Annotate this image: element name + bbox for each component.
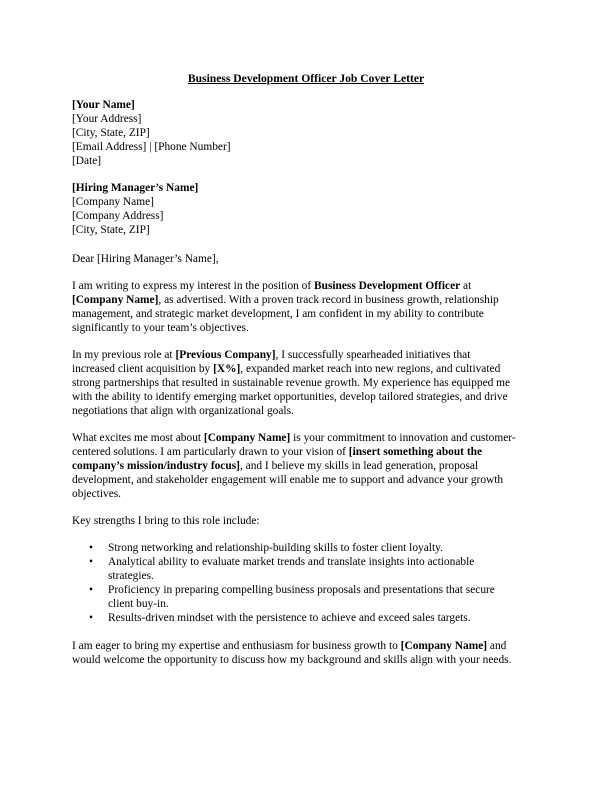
mission-placeholder: [insert something about the	[348, 445, 483, 458]
percent-placeholder: [X%]	[213, 362, 241, 375]
paragraph-line: significantly to your team’s objectives.	[72, 321, 249, 334]
strengths-intro	[72, 515, 547, 529]
paragraph-line	[72, 363, 547, 377]
bullet-icon: •	[89, 542, 93, 554]
recipient-block	[72, 182, 547, 238]
company-name-placeholder: [Company Name]	[203, 432, 291, 444]
bullet-icon: •	[89, 611, 93, 624]
recipient-city-state-zip: [City, State, ZIP]	[72, 223, 150, 236]
paragraph-closing	[72, 640, 547, 668]
paragraph-motivation	[72, 432, 547, 502]
strengths-intro-text: Key strengths I bring to this role include:	[72, 515, 260, 527]
strengths-list	[72, 542, 547, 625]
strengths-list-block	[72, 542, 547, 625]
paragraph-line	[72, 294, 547, 308]
bullet-icon: •	[89, 583, 93, 596]
list-item	[72, 584, 547, 612]
paragraph-line	[72, 432, 547, 446]
paragraph-line: development, and stakeholder engagement will enable me to support and advance your growth	[72, 473, 504, 486]
list-item-line: Analytical ability to evaluate market trends and translate insights into actionable	[108, 555, 475, 568]
sender-block	[72, 99, 547, 169]
list-item-line: Results-driven mindset with the persistence to achieve and exceed sales targets.	[108, 611, 471, 624]
text-run: I am writing to express my interest in the position of	[72, 280, 315, 292]
sender-address: [Your Address]	[72, 112, 142, 125]
text-run: increased client acquisition by	[72, 362, 214, 375]
paragraph-line	[72, 460, 547, 474]
text-run: is your commitment to innovation and customer-	[290, 432, 516, 444]
list-item-line: Proficiency in preparing compelling business proposals and presentations that secure	[108, 583, 495, 596]
list-item	[72, 612, 547, 626]
text-run: , as advertised. With a proven track record in business growth, relationship	[158, 293, 499, 306]
list-item	[72, 556, 547, 584]
text-run: , expanded market reach into new regions, and cultivated	[240, 362, 501, 375]
text-run: and	[487, 640, 507, 652]
paragraph-line	[72, 280, 547, 294]
text-run: centered solutions. I am particularly drawn to your vision of	[72, 445, 349, 458]
sender-name: [Your Name]	[72, 99, 135, 111]
sender-contact: [Email Address] | [Phone Number]	[72, 140, 231, 153]
recipient-company: [Company Name]	[72, 195, 154, 208]
paragraph-experience	[72, 349, 547, 419]
mission-placeholder: company’s mission/industry focus]	[72, 459, 240, 472]
list-item-line: Strong networking and relationship-building skills to foster client loyalty.	[108, 542, 443, 554]
previous-company-placeholder: [Previous Company]	[175, 349, 276, 361]
paragraph-line	[72, 446, 547, 460]
text-run: , I successfully spearheaded initiatives that	[275, 349, 471, 361]
paragraph-line	[72, 349, 547, 363]
salutation-text: Dear [Hiring Manager’s Name],	[72, 253, 219, 265]
list-item-line: client buy-in.	[108, 597, 169, 610]
salutation	[72, 253, 547, 267]
paragraph-line: management, and strategic market development, I am confident in my ability to contribute	[72, 307, 484, 320]
sender-date: [Date]	[72, 154, 102, 167]
list-item	[72, 542, 547, 556]
paragraph-line: strong partnerships that resulted in sustainable revenue growth. My experience has equipped me	[72, 376, 511, 389]
list-item-line: strategies.	[108, 569, 154, 582]
position-title: Business Development Officer	[314, 280, 461, 292]
text-run: I am eager to bring my expertise and enthusiasm for business growth to	[72, 640, 401, 652]
recipient-company-address: [Company Address]	[72, 209, 164, 222]
text-run: What excites me most about	[72, 432, 204, 444]
sender-city-state-zip: [City, State, ZIP]	[72, 126, 150, 139]
company-name-placeholder: [Company Name]	[72, 293, 159, 306]
text-run: , and I believe my skills in lead generation, proposal	[239, 459, 479, 472]
paragraph-line	[72, 640, 547, 654]
document-title: Business Development Officer Job Cover Letter	[187, 72, 425, 85]
text-run: at	[460, 280, 472, 292]
paragraph-line: negotiations that align with organizational goals.	[72, 404, 294, 417]
company-name-placeholder: [Company Name]	[400, 640, 488, 652]
text-run: In my previous role at	[72, 349, 176, 361]
bullet-icon: •	[89, 555, 93, 568]
paragraph-line: objectives.	[72, 487, 122, 500]
recipient-name: [Hiring Manager’s Name]	[72, 182, 199, 194]
paragraph-intro	[72, 280, 547, 336]
paragraph-line: with the ability to identify emerging market opportunities, develop tailored strategies, and drive	[72, 390, 508, 403]
paragraph-line: would welcome the opportunity to discuss how my background and skills align with your needs.	[72, 653, 512, 666]
